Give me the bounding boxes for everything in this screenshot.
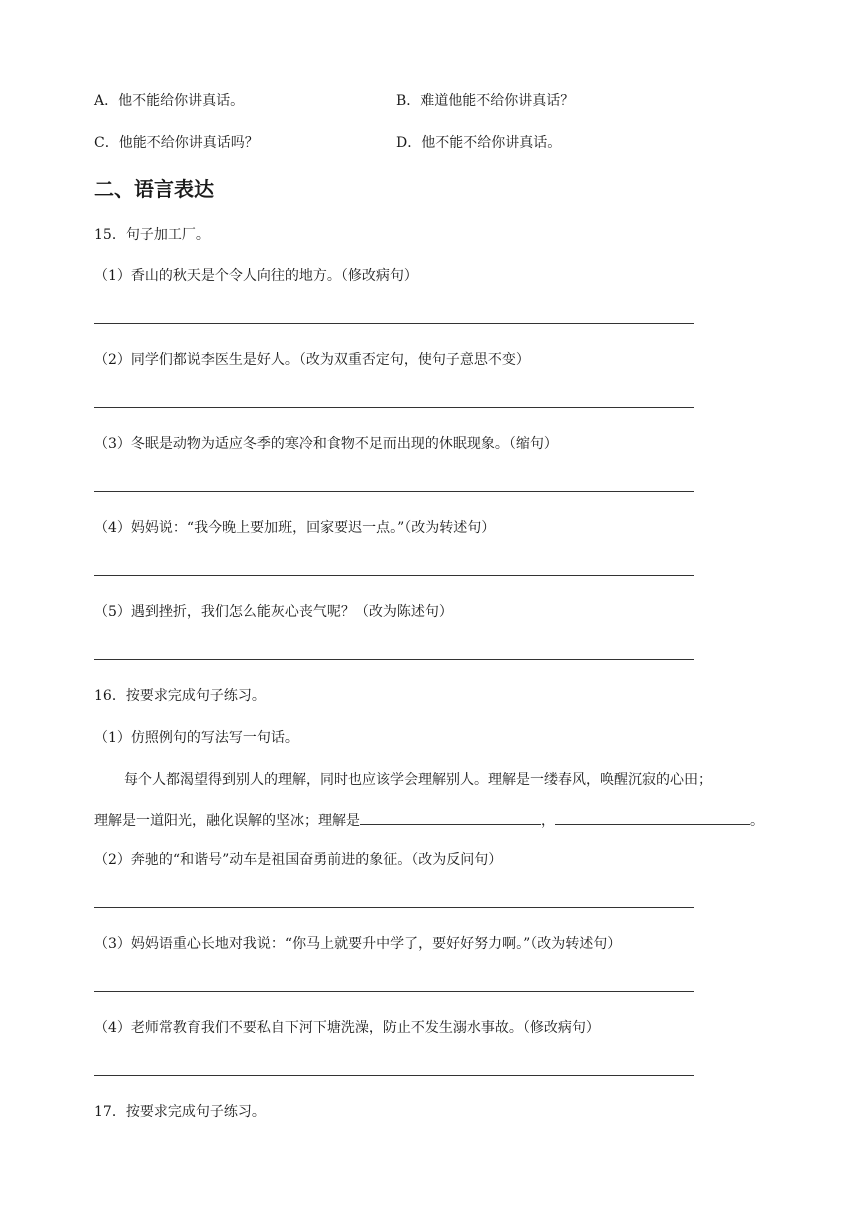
- q15-item-2: （2）同学们都说李医生是好人。（改为双重否定句，使句子意思不变）: [94, 352, 530, 368]
- answer-line: [94, 659, 694, 660]
- q16-item-1: （1）仿照例句的写法写一句话。: [94, 730, 299, 746]
- section-heading: 二、语言表达: [94, 177, 214, 201]
- example-text-line-1: 每个人都渴望得到别人的理解，同时也应该学会理解别人。理解是一缕春风，唤醒沉寂的心田；: [124, 772, 712, 788]
- example-text-line-2: [94, 810, 764, 830]
- q15-item-4: （4）妈妈说：“我今晚上要加班，回家要迟一点。”（改为转述句）: [94, 520, 496, 536]
- option-d: D．他不能不给你讲真话。: [396, 135, 562, 151]
- q16-item-3: （3）妈妈语重心长地对我说：“你马上就要升中学了，要好好努力啊。”（改为转述句）: [94, 936, 622, 952]
- answer-line: [94, 907, 694, 908]
- option-b: B．难道他能不给你讲真话？: [396, 93, 575, 109]
- q16-item-2: （2）奔驰的“和谐号”动车是祖国奋勇前进的象征。（改为反问句）: [94, 852, 503, 868]
- answer-line: [94, 991, 694, 992]
- q15-title: 15．句子加工厂。: [94, 227, 210, 243]
- answer-line: [94, 491, 694, 492]
- example-text-start: 理解是一道阳光，融化误解的坚冰；理解是: [94, 813, 360, 829]
- q16-title: 16．按要求完成句子练习。: [94, 688, 266, 704]
- q15-item-1: （1）香山的秋天是个令人向往的地方。（修改病句）: [94, 268, 418, 284]
- answer-line: [94, 1075, 694, 1076]
- q17-title: 17．按要求完成句子练习。: [94, 1104, 266, 1120]
- q15-item-5: （5）遇到挫折，我们怎么能灰心丧气呢？（改为陈述句）: [94, 604, 453, 620]
- answer-line: [94, 407, 694, 408]
- q15-item-3: （3）冬眠是动物为适应冬季的寒冷和食物不足而出现的休眠现象。（缩句）: [94, 436, 558, 452]
- fill-blank-1[interactable]: [360, 810, 541, 825]
- option-c: C．他能不给你讲真话吗？: [94, 135, 259, 151]
- blank-separator: ，: [541, 813, 555, 829]
- answer-line: [94, 323, 694, 324]
- answer-line: [94, 575, 694, 576]
- example-text-end: 。: [750, 813, 764, 829]
- q16-item-4: （4）老师常教育我们不要私自下河下塘洗澡，防止不发生溺水事故。（修改病句）: [94, 1020, 600, 1036]
- fill-blank-2[interactable]: [555, 810, 750, 825]
- option-a: A．他不能给你讲真话。: [94, 93, 245, 109]
